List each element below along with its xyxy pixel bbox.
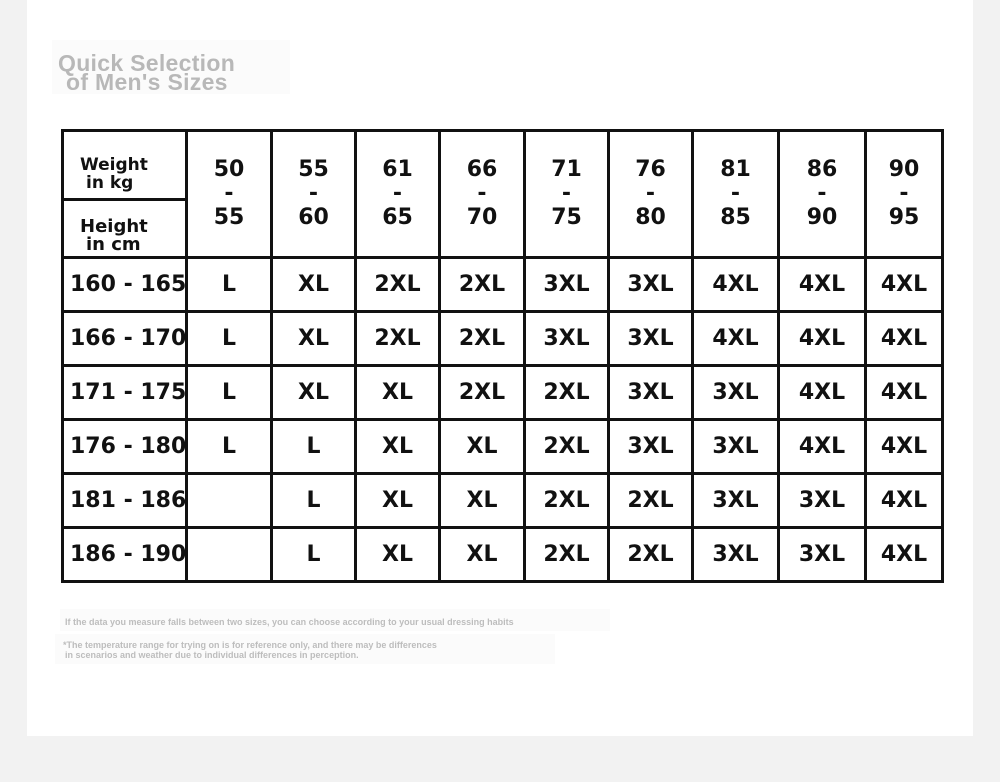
height-label-line-2: in cm xyxy=(86,234,141,255)
size-cell: 3XL xyxy=(693,474,779,528)
header-row xyxy=(63,131,943,258)
size-cell: 3XL xyxy=(779,528,866,582)
size-cell: XL xyxy=(356,528,440,582)
size-cell: 2XL xyxy=(440,258,525,312)
size-cell: 3XL xyxy=(525,258,609,312)
size-cell: 2XL xyxy=(525,474,609,528)
size-cell: 4XL xyxy=(779,366,866,420)
height-range-cell: 176 - 180 xyxy=(63,420,187,474)
weight-range-header: 61 - 65 xyxy=(356,131,440,258)
size-cell: XL xyxy=(356,366,440,420)
size-cell: L xyxy=(272,420,356,474)
corner-header-cell xyxy=(63,131,187,258)
size-cell: 2XL xyxy=(356,258,440,312)
page-title-line-2: of Men's Sizes xyxy=(66,69,228,95)
size-cell: XL xyxy=(272,312,356,366)
table-row xyxy=(63,258,943,312)
table-row xyxy=(63,366,943,420)
height-label-line-1: Height xyxy=(80,216,148,237)
size-cell: 3XL xyxy=(693,528,779,582)
weight-range-header: 81 - 85 xyxy=(693,131,779,258)
size-cell: L xyxy=(187,258,272,312)
size-cell: XL xyxy=(440,528,525,582)
weight-range-header: 90 - 95 xyxy=(866,131,943,258)
weight-range-header: 86 - 90 xyxy=(779,131,866,258)
size-cell: 4XL xyxy=(866,312,943,366)
size-cell: 3XL xyxy=(609,312,693,366)
size-cell: XL xyxy=(356,474,440,528)
weight-range-header: 55 - 60 xyxy=(272,131,356,258)
size-cell: 3XL xyxy=(609,420,693,474)
size-cell: XL xyxy=(272,366,356,420)
size-cell: 4XL xyxy=(779,312,866,366)
size-cell: 3XL xyxy=(609,366,693,420)
table-row xyxy=(63,420,943,474)
size-cell: 4XL xyxy=(779,258,866,312)
size-cell: 2XL xyxy=(440,366,525,420)
height-axis-label xyxy=(80,218,148,254)
size-cell: XL xyxy=(356,420,440,474)
size-cell: 2XL xyxy=(440,312,525,366)
size-cell: L xyxy=(272,528,356,582)
weight-label-line-1: Weight xyxy=(80,155,148,175)
size-cell: 2XL xyxy=(525,366,609,420)
size-cell: 2XL xyxy=(356,312,440,366)
page-title-line-1: Quick Selection xyxy=(58,50,236,76)
sizing-note: If the data you measure falls between two sizes, you can choose according to your usual dressing habits xyxy=(65,617,514,627)
weight-range-header: 66 - 70 xyxy=(440,131,525,258)
disclaimer-line-1: *The temperature range for trying on is for reference only, and there may be differences xyxy=(63,640,437,650)
size-cell: 4XL xyxy=(866,474,943,528)
size-cell: 2XL xyxy=(609,528,693,582)
size-cell: L xyxy=(187,366,272,420)
size-cell: 2XL xyxy=(609,474,693,528)
size-cell: 4XL xyxy=(866,366,943,420)
weight-axis-label xyxy=(80,156,148,192)
table-row xyxy=(63,528,943,582)
weight-range-header: 76 - 80 xyxy=(609,131,693,258)
temperature-disclaimer xyxy=(63,640,437,660)
height-range-cell: 171 - 175 xyxy=(63,366,187,420)
height-range-cell: 186 - 190 xyxy=(63,528,187,582)
size-cell: L xyxy=(272,474,356,528)
size-cell: L xyxy=(187,312,272,366)
size-cell xyxy=(187,528,272,582)
size-cell: L xyxy=(187,420,272,474)
size-cell: 4XL xyxy=(779,420,866,474)
size-cell: 4XL xyxy=(693,258,779,312)
height-range-cell: 166 - 170 xyxy=(63,312,187,366)
disclaimer-line-2: in scenarios and weather due to individual differences in perception. xyxy=(65,650,359,660)
size-cell xyxy=(187,474,272,528)
size-cell: 3XL xyxy=(779,474,866,528)
size-cell: 3XL xyxy=(693,420,779,474)
corner-divider xyxy=(64,198,185,201)
size-cell: 4XL xyxy=(866,528,943,582)
size-cell: XL xyxy=(440,474,525,528)
size-cell: XL xyxy=(272,258,356,312)
size-cell: 3XL xyxy=(609,258,693,312)
size-cell: 3XL xyxy=(525,312,609,366)
size-cell: 2XL xyxy=(525,420,609,474)
table-row xyxy=(63,474,943,528)
weight-range-header: 71 - 75 xyxy=(525,131,609,258)
size-cell: 4XL xyxy=(866,420,943,474)
height-range-cell: 181 - 186 xyxy=(63,474,187,528)
height-range-cell: 160 - 165 xyxy=(63,258,187,312)
table-row xyxy=(63,312,943,366)
size-cell: XL xyxy=(440,420,525,474)
size-cell: 4XL xyxy=(693,312,779,366)
size-cell: 3XL xyxy=(693,366,779,420)
weight-label-line-2: in kg xyxy=(86,173,134,193)
weight-range-header: 50 - 55 xyxy=(187,131,272,258)
size-cell: 4XL xyxy=(866,258,943,312)
size-cell: 2XL xyxy=(525,528,609,582)
size-chart-table xyxy=(61,129,944,583)
